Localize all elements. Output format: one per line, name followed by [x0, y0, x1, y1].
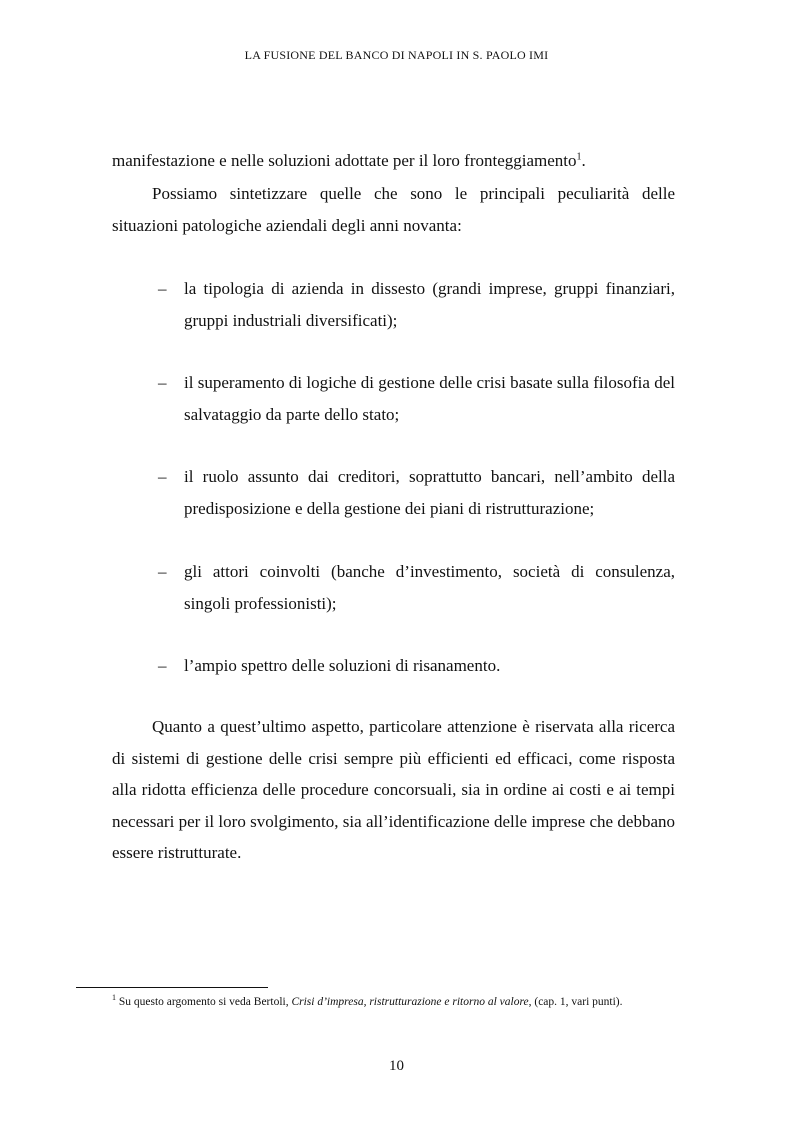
list-item-text: il superamento di logiche di gestione delle crisi basate sulla filosofia del salvataggio da parte dello stato; [184, 373, 675, 424]
footnote-separator [76, 987, 268, 988]
footnote-reference[interactable]: 1 [576, 151, 582, 163]
footnote-tail: , (cap. 1, vari punti). [528, 996, 623, 1008]
running-header: LA FUSIONE DEL BANCO DI NAPOLI IN S. PAOLO IMI [244, 48, 549, 62]
paragraph-continuation [112, 145, 675, 177]
page-number: 10 [389, 1058, 404, 1074]
list-item [158, 556, 675, 619]
footnote-lead: Su questo argomento si veda Bertoli, [118, 996, 292, 1008]
list-item-text: il ruolo assunto dai creditori, soprattutto bancari, nell’ambito della predisposizione e della gestione dei piani di ristrutturazione; [184, 467, 675, 518]
list-item [158, 461, 675, 524]
list-item-text: la tipologia di azienda in dissesto (grandi imprese, gruppi finanziari, gruppi industriali diversificati); [184, 279, 675, 330]
list-bullet: – [158, 467, 167, 486]
list-item [158, 273, 675, 336]
footnote [112, 994, 712, 1010]
list-bullet: – [158, 279, 167, 298]
list-bullet: – [158, 373, 167, 392]
paragraph-tail: . [581, 151, 586, 170]
footnote-book-title: Crisi d’impresa, ristrutturazione e ritorno al valore [291, 996, 529, 1008]
list-bullet: – [158, 562, 167, 581]
list-item-text: gli attori coinvolti (banche d’investimento, società di consulenza, singoli professionisti); [184, 562, 675, 613]
list-bullet: – [158, 656, 167, 675]
list-item-text: l’ampio spettro delle soluzioni di risanamento. [184, 656, 501, 675]
paragraph-body: Quanto a quest’ultimo aspetto, particolare attenzione è riservata alla ricerca di sistemi di gestione delle crisi sempre più efficienti ed efficaci, come risposta alla ridotta efficienza delle procedure concorsuali, sia in ordine ai costi e ai tempi necessari per il loro svolgimento, sia all’identificazione delle imprese che debbano essere ristrutturate. [112, 717, 675, 862]
footnote-number: 1 [112, 993, 116, 1003]
list-item [158, 650, 675, 682]
paragraph-intro: Possiamo sintetizzare quelle che sono le principali peculiarità delle situazioni patologiche aziendali degli anni novanta: [112, 184, 675, 235]
list-item [158, 367, 675, 430]
paragraph-text: manifestazione e nelle soluzioni adottate per il loro fronteggiamento [112, 151, 577, 170]
